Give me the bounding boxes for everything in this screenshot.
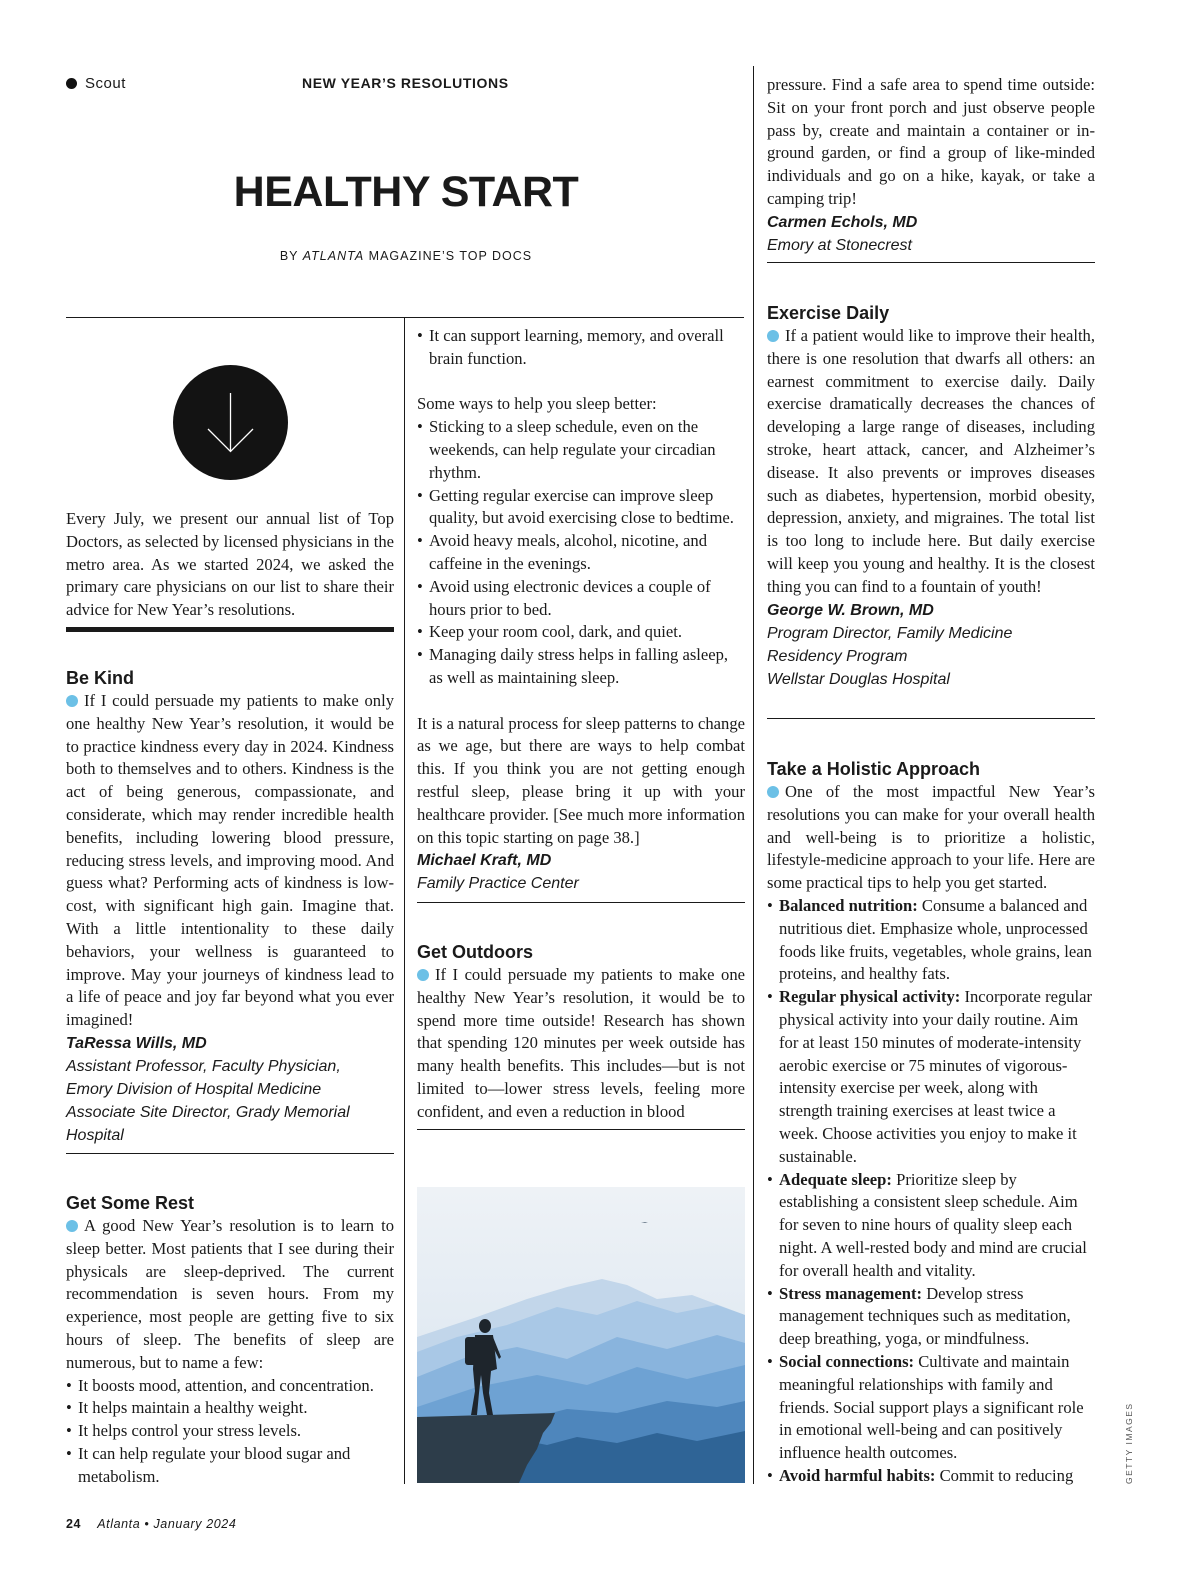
byline-publication: ATLANTA [302,249,365,263]
author-role: Program Director, Family Medicine [767,624,1013,642]
list-item: • Keep your room cool, dark, and quiet. [417,621,745,644]
tip-text: Consume a balanced and nutritious diet. Emphasize whole, unprocessed foods like fruits, vegetables, whole grains, lean proteins, and healthy fats. [779,895,1092,984]
author-role: Assistant Professor, Faculty Physician, [66,1057,341,1075]
author-name: George W. Brown, MD [767,601,934,619]
section-heading: Get Outdoors [417,942,533,962]
section-rule [66,1153,394,1154]
author-name: Carmen Echols, MD [767,213,918,231]
section-be-kind [66,666,394,1147]
page-title: HEALTHY START [233,168,579,216]
body-text: If I could persuade my patients to make one healthy New Year’s resolution, it would be to spend more time outside! Research has shown that spending 120 minutes per week outside has many health benefits. This includes—but is not limited to—lower stress levels, feeling more confident, and even a reduction in blood [417,965,745,1121]
bullet-dot-icon [767,786,779,798]
photo-credit: GETTY IMAGES [1124,1402,1134,1484]
section-dot-icon [66,78,77,89]
section-rule [417,1129,745,1130]
hiker-landscape-image [417,1187,745,1483]
list-item: • Managing daily stress helps in falling asleep, as well as maintaining sleep. [417,644,745,690]
holistic-tips-list [767,895,1095,1488]
footer-issue: January 2024 [153,1517,237,1531]
continuation-text: pressure. Find a safe area to spend time outside: Sit on your front porch and just observe people pass by, create and maintain a container or in-ground garden, or find a group of like-minded individuals and go on a hike, kayak, or take a camping trip! [767,75,1095,208]
list-item [767,1169,1095,1283]
benefits-list [66,1375,394,1489]
section-holistic [767,757,1095,1488]
section-body [66,1215,394,1375]
section-rule [767,262,1095,263]
list-item: • It boosts mood, attention, and concentration. [66,1375,394,1398]
section-heading: Take a Holistic Approach [767,759,981,779]
list-item: • Avoid using electronic devices a couple of hours prior to bed. [417,576,745,622]
list-item: • It can support learning, memory, and overall brain function. [417,325,745,371]
tip-term: Avoid harmful habits: [779,1465,936,1485]
author-role: Emory Division of Hospital Medicine [66,1080,322,1098]
section-rule [417,902,745,903]
section-body [417,964,745,1124]
author-name: Michael Kraft, MD [417,852,552,870]
byline-prefix: BY [279,249,299,263]
footer-separator: • [144,1517,150,1531]
list-item [767,1465,1095,1488]
column-divider [753,66,754,1484]
author-role: Residency Program [767,647,908,665]
bullet-dot-icon [417,969,429,981]
tip-term: Balanced nutrition: [779,895,918,915]
closing-text: It is a natural process for sleep patterns to change as we age, but there are ways to help combat this. If you think you are not getting enough restful sleep, please bring it up with your healthcare provider. [See much more information on this topic starting on page 38.] [417,713,745,847]
section-label [66,75,126,92]
body-text: If a patient would like to improve their health, there is one resolution that dwarfs all others: an earnest commitment to exercise daily. Daily exercise dramatically decreases the chances of developing a large range of diseases, including stroke, heart attack, cancer, and Alzheimer’s disease. It also prevents or improves diseases such as diabetes, hypertension, morbid obesity, depression, anxiety, and migraines. The total list is too long to include here. But daily exercise will keep you young and healthy. It is the closest thing you can find to a fountain of youth! [767,326,1095,596]
body-text: A good New Year’s resolution is to learn to sleep better. Most patients that I see during their physicals are sleep-deprived. The current recommendation is seven hours. From my experience, most people are getting five to six hours of sleep. The benefits of sleep are numerous, but to name a few: [66,1216,394,1372]
body-text: If I could persuade my patients to make only one healthy New Year’s resolution, it would be to practice kindness every day in 2024. Kindness both to themselves and to others. Kindness is the act of being generous, compassionate, and considerate, which may render incredible health benefits, including lowering blood pressure, reducing stress levels, and improving mood. And guess what? Performing acts of kindness is low-cost, with significant high gain. Imagine that. With a little intentionality to these daily behaviors, your wellness is guaranteed to improve. May your journeys of kindness lead to a life of peace and joy far beyond what you ever imagined! [66,691,394,1030]
tips-intro: Some ways to help you sleep better: [417,394,657,414]
author-role: Emory at Stonecrest [767,236,912,254]
tip-text: Incorporate regular physical activity into your daily routine. Aim for at least 150 minutes of moderate-intensity aerobic exercise or 75 minutes of vigorous-intensity exercise per week, along with strength training exercises at least twice a week. Choose activities you enjoy to make it sustainable. [779,987,1093,1166]
section-body [767,781,1095,895]
byline [66,249,746,263]
tips-list [417,416,745,690]
author-role: Hospital [66,1126,124,1144]
intro-rule [66,627,394,632]
list-item: • Getting regular exercise can improve sleep quality, but avoid exercising close to bedtime. [417,485,745,531]
section-body [66,690,394,1032]
section-heading: Be Kind [66,668,135,688]
bullet-dot-icon [66,695,78,707]
list-item [767,1351,1095,1465]
page-number: 24 [66,1517,82,1531]
section-get-outdoors [417,940,745,1124]
author-name: TaRessa Wills, MD [66,1034,207,1052]
list-item: • It helps maintain a healthy weight. [66,1397,394,1420]
get-outdoors-continued [767,74,1095,257]
tip-text: Commit to reducing [939,1465,1074,1485]
list-item [767,986,1095,1168]
get-some-rest-continued [417,325,745,895]
tip-term: Regular physical activity: [779,987,961,1007]
list-item [767,1283,1095,1351]
list-item: • It helps control your stress levels. [66,1420,394,1443]
list-item: • It can help regulate your blood sugar and metabolism. [66,1443,394,1489]
tip-text: Develop stress management techniques such as meditation, deep breathing, yoga, or mindfulness. [779,1283,1071,1349]
section-heading: Get Some Rest [66,1193,195,1213]
section-get-some-rest [66,1191,394,1489]
benefits-list-continued [417,325,745,371]
tip-text: Prioritize sleep by establishing a consistent sleep schedule. Aim for seven to nine hours of quality sleep each night. A well-rested body and mind are crucial for overall health and vitality. [779,1169,1087,1280]
byline-suffix: MAGAZINE’S TOP DOCS [368,249,533,263]
section-rule [767,718,1095,719]
section-heading: Exercise Daily [767,303,890,323]
tip-text: Cultivate and maintain meaningful relationships with family and friends. Social support plays a significant role in emotional well-being and can positively influence health outcomes. [779,1351,1084,1463]
tip-term: Adequate sleep: [779,1169,892,1189]
body-text: One of the most impactful New Year’s resolutions you can make for your overall health and well-being is to prioritize a holistic, lifestyle-medicine approach to your life. Here are some practical tips to help you get started. [767,782,1095,893]
page-footer [66,1517,236,1531]
intro-text: Every July, we present our annual list of Top Doctors, as selected by licensed physicians in the metro area. As we started 2024, we asked the primary care physicians on our list to share their advice for New Year’s resolutions. [66,509,394,620]
kicker: NEW YEAR’S RESOLUTIONS [302,75,509,91]
author-role: Wellstar Douglas Hospital [767,670,950,688]
list-item [767,895,1095,986]
column-divider [404,318,405,1484]
tip-term: Social connections: [779,1351,915,1371]
list-item: • Sticking to a sleep schedule, even on the weekends, can help regulate your circadian rhythm. [417,416,745,484]
bullet-dot-icon [66,1220,78,1232]
section-exercise-daily [767,301,1095,691]
author-role: Family Practice Center [417,875,579,893]
footer-publication: Atlanta [97,1517,141,1531]
list-item: • Avoid heavy meals, alcohol, nicotine, and caffeine in the evenings. [417,530,745,576]
bullet-dot-icon [767,330,779,342]
section-name: Scout [85,75,126,92]
section-body [767,325,1095,599]
header-rule [66,317,744,318]
tip-term: Stress management: [779,1283,923,1303]
author-role: Associate Site Director, Grady Memorial [66,1103,350,1121]
arrow-down-circle-icon [173,365,288,480]
